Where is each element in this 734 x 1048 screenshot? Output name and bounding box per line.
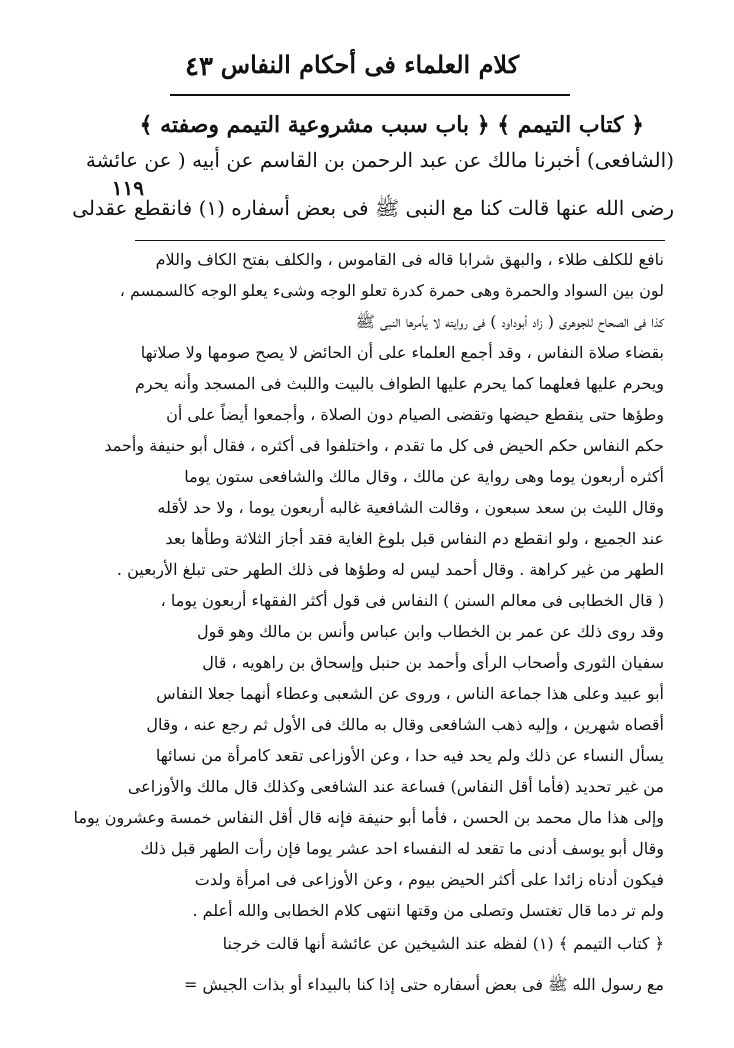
footnote-line: مع رسول الله ﷺ فى بعض أسفاره حتى إذا كنا بالبيداء أو بذات الجيش = xyxy=(184,975,664,994)
commentary-line: حكم النفاس حكم الحيض فى كل ما تقدم ، واختلفوا فى أكثره ، فقال أبو حنيفة وأحمد xyxy=(104,436,664,455)
commentary-line: وقال أبو يوسف أدنى ما تقعد له النفساء احد عشر يوما فإن رأت الطهر قبل ذلك xyxy=(140,839,664,858)
commentary-line: وإلى هذا مال محمد بن الحسن ، فأما أبو حنيفة فإنه قال أقل النفاس خمسة وعشرون يوما xyxy=(73,808,664,827)
chapter-heading: ﴿ كتاب التيمم ﴾ ﴿ باب سبب مشروعية التيمم وصفته ﴾ xyxy=(139,112,644,138)
commentary-line: بقضاء صلاة النفاس ، وقد أجمع العلماء على أن الحائض لا يصح صومها ولا صلاتها xyxy=(140,343,664,362)
commentary-line: سفيان الثورى وأصحاب الرأى وأحمد بن حنبل وإسحاق بن راهويه ، قال xyxy=(202,653,664,672)
commentary-line: كذا فى الصحاح للجوهرى ( زاد أبوداود ) فى روايته لا يأمرها النبى ﷺ xyxy=(355,312,664,331)
text-separator xyxy=(135,240,665,241)
commentary-line: أبو عبيد وعلى هذا جماعة الناس ، وروى عن الشعبى وعطاء أنهما جعلا النفاس xyxy=(156,684,664,703)
commentary-line: يسأل النساء عن ذلك ولم يحد فيه حدا ، وعن الأوزاعى تقعد كامرأة من نسائها xyxy=(155,746,664,765)
commentary-line: ويحرم عليها فعلهما كما يحرم عليها الطواف بالبيت واللبث فى المسجد وأنه يحرم xyxy=(134,374,664,393)
commentary-line: ( قال الخطابى فى معالم السنن ) النفاس فى قول أكثر الفقهاء أربعون يوما ، xyxy=(160,591,664,610)
commentary-line: وطؤها حتى ينقطع حيضها وتقضى الصيام دون الصلاة ، وأجمعوا أيضاً على أن xyxy=(166,405,664,424)
commentary-line: ولم تر دما قال تغتسل وتصلى من وقتها انتهى كلام الخطابى والله أعلم . xyxy=(192,901,664,920)
commentary-line: فيكون أدناه زائدا على أكثر الحيض بيوم ، وعن الأوزاعى فى امرأة ولدت xyxy=(194,870,664,889)
commentary-line: نافع للكلف طلاء ، والبهق شرابا قاله فى القاموس ، والكلف بفتح الكاف واللام xyxy=(155,250,664,269)
hadith-line-2: رضى الله عنها قالت كنا مع النبى ﷺ فى بعض أسفاره (١) فانقطع عقدلى xyxy=(72,196,674,220)
commentary-line: أقصاه شهرين ، وإليه ذهب الشافعى وقال به مالك فى الأول ثم رجع عنه ، وقال xyxy=(146,715,664,734)
commentary-line: لون بين السواد والحمرة وهى حمرة كدرة تعلو الوجه وشىء يعلو الوجه كالسمسم ، xyxy=(119,281,664,300)
header-rule xyxy=(170,94,570,96)
commentary-line: عند الجميع ، ولو انقطع دم النفاس قبل بلوغ الغاية فقد أجاز الثلاثة وطأها بعد xyxy=(165,529,664,548)
commentary-line: أكثره أربعون يوما وهى رواية عن مالك ، وقال مالك والشافعى ستون يوما xyxy=(184,467,664,486)
hadith-number: ١١٩ xyxy=(111,176,144,200)
commentary-line: وقد روى ذلك عن عمر بن الخطاب وابن عباس وأنس بن مالك وهو قول xyxy=(196,622,664,641)
commentary-line: وقال الليث بن سعد سبعون ، وقالت الشافعية غالبه أربعون يوما ، ولا حد لأقله xyxy=(157,498,664,517)
footnote-line: ﴿ كتاب التيمم ﴾ (١) لفظه عند الشيخين عن عائشة أنها قالت خرجنا xyxy=(222,934,664,953)
commentary-line: الطهر من غير كراهة . وقال أحمد ليس له وطؤها فى ذلك الطهر حتى تبلغ الأربعين . xyxy=(116,560,664,579)
hadith-line-1: (الشافعى) أخبرنا مالك عن عبد الرحمن بن القاسم عن أبيه ( عن عائشة xyxy=(85,148,674,172)
running-title: كلام العلماء فى أحكام النفاس xyxy=(220,50,520,79)
page-number: ٤٣ xyxy=(185,52,213,82)
commentary-line: من غير تحديد (فأما أقل النفاس) فساعة عند الشافعى وكذلك قال مالك والأوزاعى xyxy=(127,777,664,796)
